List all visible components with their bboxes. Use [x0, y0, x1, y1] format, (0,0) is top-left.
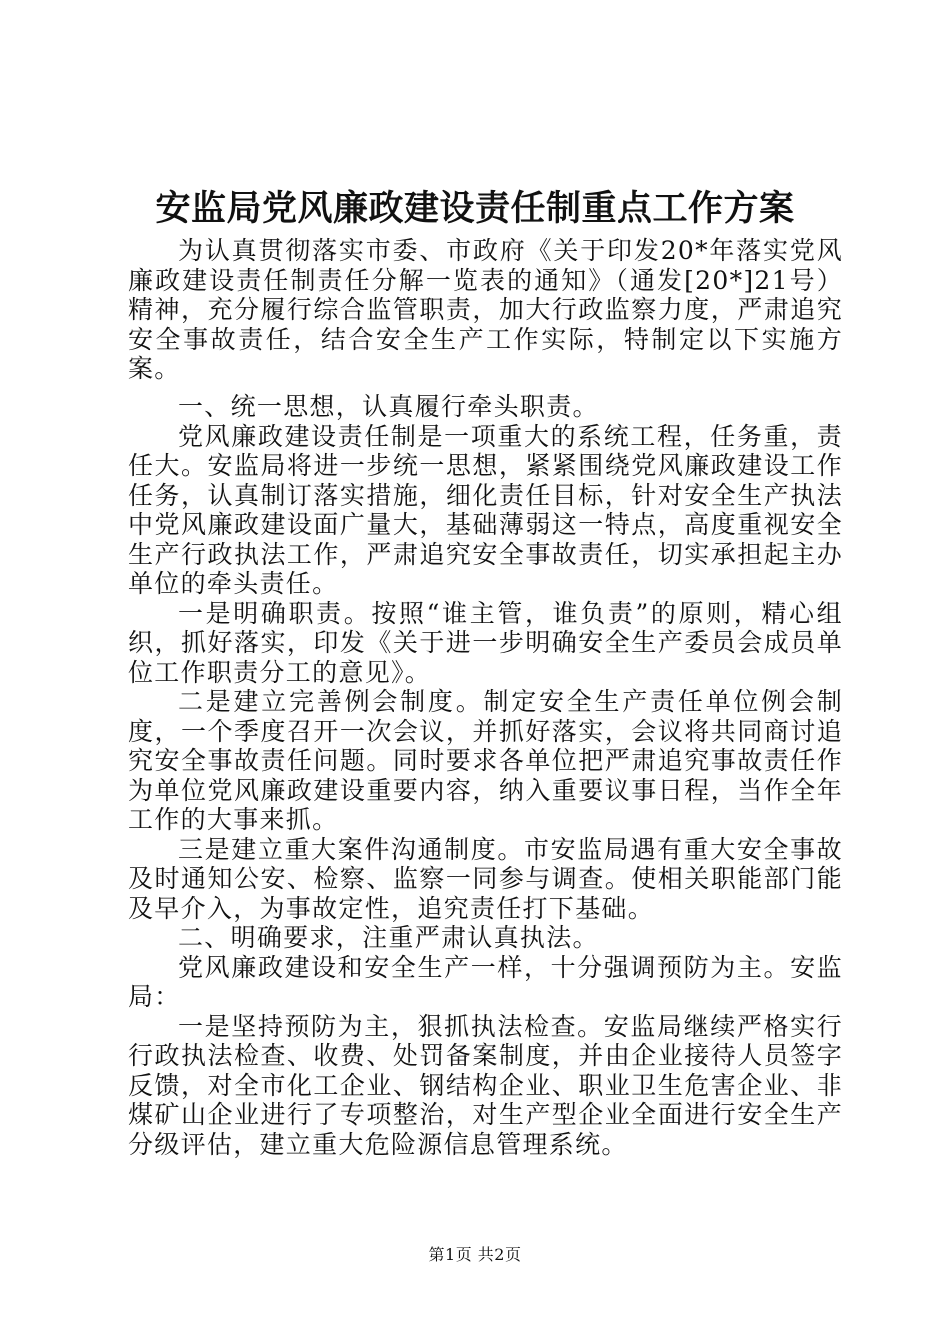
document-title: 安监局党风廉政建设责任制重点工作方案: [155, 188, 795, 229]
item-paragraph-4: 一是坚持预防为主，狠抓执法检查。安监局继续严格实行行政执法检查、收费、处罚备案制度，并由企业接待人员签字反馈，对全市化工企业、钢结构企业、职业卫生危害企业、非煤矿山企业进行了专项整治，对生产型企业全面进行安全生产分级评估，建立重大危险源信息管理系统。: [128, 1011, 843, 1159]
section-2-paragraph: 党风廉政建设和安全生产一样，十分强调预防为主。安监局：: [128, 952, 843, 1011]
section-1-paragraph: 党风廉政建设责任制是一项重大的系统工程，任务重，责任大。安监局将进一步统一思想，紧紧围绕党风廉政建设工作任务，认真制订落实措施，细化责任目标，针对安全生产执法中党风廉政建设面广量大，基础薄弱这一特点，高度重视安全生产行政执法工作，严肃追究安全事故责任，切实承担起主办单位的牵头责任。: [128, 421, 843, 598]
item-paragraph-2: 二是建立完善例会制度。制定安全生产责任单位例会制度，一个季度召开一次会议，并抓好落实，会议将共同商讨追究安全事故责任问题。同时要求各单位把严肃追究事故责任作为单位党风廉政建设重要内容，纳入重要议事日程，当作全年工作的大事来抓。: [128, 687, 843, 834]
main-body: [128, 392, 843, 1159]
intro-paragraph: 为认真贯彻落实市委、市政府《关于印发20*年落实党风廉政建设责任制责任分解一览表的通知》（通发[20*]21号）精神，充分履行综合监管职责，加大行政监察力度，严肃追究安全事故责任，结合安全生产工作实际，特制定以下实施方案。: [128, 236, 843, 383]
page-footer: 第1页 共2页: [428, 1245, 522, 1264]
item-paragraph-1: 一是明确职责。按照“谁主管，谁负责”的原则，精心组织，抓好落实，印发《关于进一步明确安全生产委员会成员单位工作职责分工的意见》。: [128, 598, 843, 687]
intro-block: [128, 236, 843, 384]
section-heading-2: 二、明确要求，注重严肃认真执法。: [178, 923, 599, 952]
section-heading-1: 一、统一思想，认真履行牵头职责。: [178, 392, 599, 421]
item-paragraph-3: 三是建立重大案件沟通制度。市安监局遇有重大安全事故及时通知公安、检察、监察一同参与调查。使相关职能部门能及早介入，为事故定性，追究责任打下基础。: [128, 834, 843, 923]
